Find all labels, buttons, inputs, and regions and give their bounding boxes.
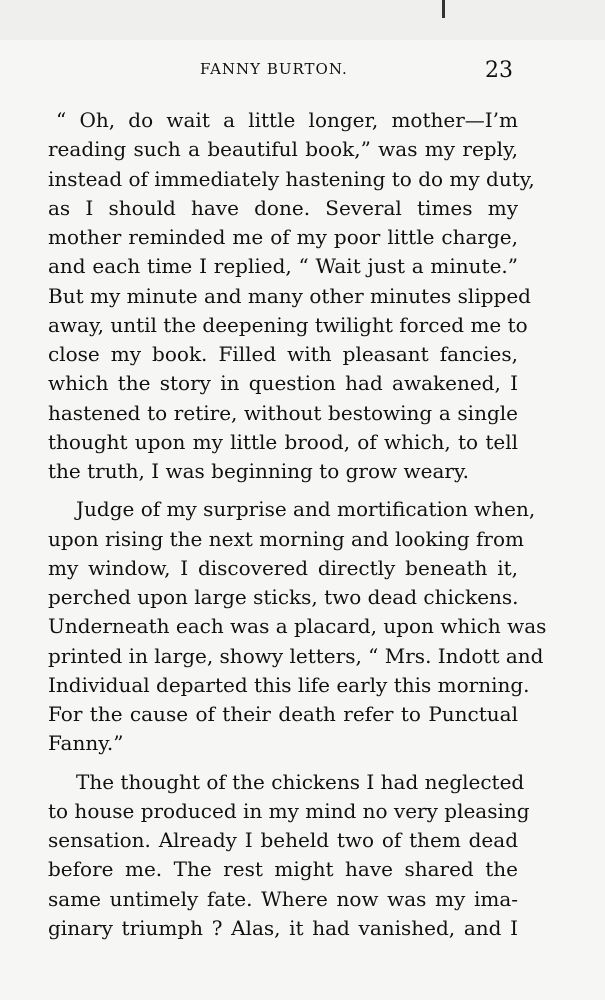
text-line: Individual departed this life early this morning. [48, 672, 530, 697]
text-line: close my book. Filled with pleasant fancies, [48, 342, 518, 366]
text-line: The thought of the chickens I had neglected [76, 769, 525, 794]
page-number: 23 [485, 58, 513, 83]
body-text [48, 106, 547, 943]
text-line: same untimely fate. Where now was my ima- [48, 886, 518, 911]
text-line: to house produced in my mind no very pleasing [48, 798, 530, 823]
text-line: Judge of my surprise and mortification when, [76, 497, 536, 522]
text-line: printed in large, showy letters, “ Mrs. Indott and [48, 643, 544, 668]
text-line: away, until the deepening twilight forced me to [48, 312, 528, 337]
page-top-edge [0, 0, 605, 40]
text-line: But my minute and many other minutes slipped [48, 283, 531, 308]
text-line: the truth, I was beginning to grow weary. [48, 459, 469, 483]
text-line: perched upon large sticks, two dead chickens. [48, 585, 519, 609]
text-line: which the story in question had awakened, I [48, 371, 518, 396]
text-line: hastened to retire, without bestowing a single [48, 400, 518, 425]
text-line: as I should have done. Several times my [48, 195, 518, 220]
text-line: For the cause of their death refer to Punctual [48, 702, 518, 726]
text-line: instead of immediately hastening to do my duty, [48, 166, 535, 191]
text-line: thought upon my little brood, of which, to tell [48, 429, 518, 454]
text-line: “ Oh, do wait a little longer, mother—I’m [56, 108, 518, 132]
scan-mark [442, 0, 445, 18]
text-line: sensation. Already I beheld two of them dead [48, 828, 518, 852]
text-line: my window, I discovered directly beneath it, [48, 555, 518, 580]
text-line: mother reminded me of my poor little charge, [48, 225, 518, 249]
text-line: Underneath each was a placard, upon which was [48, 614, 547, 639]
running-title: FANNY BURTON. [200, 60, 348, 78]
text-line: reading such a beautiful book,” was my reply, [48, 137, 518, 162]
text-line: before me. The rest might have shared the [48, 857, 518, 882]
text-line: and each time I replied, “ Wait just a minute.” [48, 254, 518, 279]
text-line: ginary triumph ? Alas, it had vanished, and I [48, 915, 518, 940]
text-line: upon rising the next morning and looking from [48, 526, 524, 551]
text-line: Fanny.” [48, 731, 124, 756]
